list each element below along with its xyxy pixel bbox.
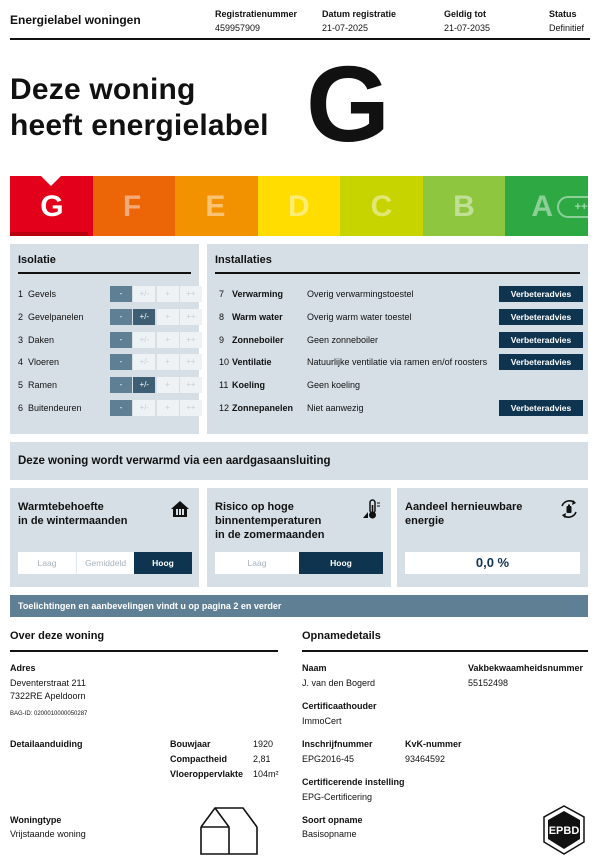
hernieuwbaar-title: Aandeel hernieuwbare energie bbox=[405, 501, 523, 527]
opnamedetails-heading: Opnamedetails bbox=[302, 628, 588, 652]
row-number: 4 bbox=[18, 357, 24, 368]
risico-card bbox=[207, 488, 391, 587]
verbeteradvies-button[interactable]: Verbeteradvies bbox=[499, 309, 583, 325]
rating-level: +/- bbox=[133, 332, 155, 348]
warmtebehoefte-scale bbox=[18, 552, 192, 574]
rating-level: ++ bbox=[180, 309, 202, 325]
installatie-row bbox=[219, 284, 583, 304]
installaties-panel bbox=[207, 244, 588, 434]
adres-city: 7322RE Apeldoorn bbox=[10, 691, 86, 701]
rating-level: ++ bbox=[180, 286, 202, 302]
isolatie-rating bbox=[110, 309, 202, 325]
hernieuwbaar-card bbox=[397, 488, 588, 587]
warmtebehoefte-title: Warmtebehoefte in de wintermaanden bbox=[18, 501, 128, 527]
document-title: Energielabel woningen bbox=[10, 13, 141, 27]
verbeteradvies-button[interactable]: Verbeteradvies bbox=[499, 354, 583, 370]
installatie-row bbox=[219, 352, 583, 372]
bag-id: BAG-ID: 0200010000050287 bbox=[10, 711, 88, 717]
hero-heading: Deze woning heeft energielabel bbox=[10, 73, 269, 142]
woningtype-value: Vrijstaande woning bbox=[10, 829, 86, 839]
valid-until: Geldig tot 21-07-2035 bbox=[444, 9, 491, 33]
bouwjaar-label: Bouwjaar bbox=[170, 739, 211, 749]
row-number: 2 bbox=[18, 311, 24, 322]
risico-title: Risico op hoge binnentemperaturen in de zomermaanden bbox=[215, 501, 325, 541]
verbeteradvies-button[interactable]: Verbeteradvies bbox=[499, 400, 583, 416]
isolatie-row bbox=[18, 352, 194, 372]
inschrijfnummer-label: Inschrijfnummer bbox=[302, 739, 373, 749]
rating-level: ++ bbox=[180, 377, 202, 393]
row-number: 11 bbox=[219, 380, 229, 391]
kvk-value: 93464592 bbox=[405, 754, 446, 764]
installatie-row bbox=[219, 398, 583, 418]
rating-level: - bbox=[110, 400, 132, 416]
isolatie-row bbox=[18, 398, 194, 418]
isolatie-item-name: Daken bbox=[28, 334, 55, 345]
scale-segment-c bbox=[340, 176, 423, 236]
rating-level: - bbox=[110, 354, 132, 370]
warmtebehoefte-card bbox=[10, 488, 199, 587]
scale-letter-f: F bbox=[122, 190, 142, 223]
inschrijfnummer-value: EPG2016-45 bbox=[302, 754, 355, 764]
scale-segment-a bbox=[505, 176, 600, 236]
scale-option-laag: Laag bbox=[37, 558, 57, 568]
scale-letter-g: G bbox=[40, 190, 64, 223]
row-number: 7 bbox=[219, 289, 225, 299]
registration-number: Registratienummer 459957909 bbox=[215, 9, 298, 33]
rating-level: ++ bbox=[180, 332, 202, 348]
installaties-heading: Installaties bbox=[215, 252, 580, 274]
compactheid-label: Compactheid bbox=[170, 754, 228, 764]
scale-letter-a: A bbox=[531, 190, 554, 223]
scale-letter-b: B bbox=[453, 190, 475, 223]
energy-label-letter: G bbox=[306, 43, 391, 164]
vakbekwaamheid-label: Vakbekwaamheidsnummer bbox=[468, 663, 584, 673]
isolatie-row bbox=[18, 330, 194, 350]
rating-level: + bbox=[157, 332, 179, 348]
isolatie-item-name: Gevelpanelen bbox=[28, 311, 84, 322]
scale-baseline bbox=[10, 232, 88, 236]
rating-level: + bbox=[157, 400, 179, 416]
house-heat-icon bbox=[169, 498, 191, 520]
rating-level: ++ bbox=[180, 400, 202, 416]
rating-level: - bbox=[110, 286, 132, 302]
vloeroppervlakte-label: Vloeroppervlakte bbox=[170, 769, 244, 779]
epbd-logo bbox=[540, 804, 588, 856]
isolatie-panel bbox=[10, 244, 199, 434]
toelichting-link-bar[interactable]: Toelichtingen en aanbevelingen vindt u op pagina 2 en verder bbox=[10, 595, 588, 617]
rating-level: ++ bbox=[180, 354, 202, 370]
rating-level: - bbox=[110, 332, 132, 348]
isolatie-item-name: Vloeren bbox=[28, 357, 60, 368]
isolatie-row bbox=[18, 375, 194, 395]
row-number: 10 bbox=[219, 357, 230, 368]
scale-segment-e bbox=[175, 176, 258, 236]
kvk-label: KvK-nummer bbox=[405, 739, 462, 749]
active-label-marker bbox=[41, 176, 61, 186]
scale-option-hoog: Hoog bbox=[134, 552, 192, 574]
risico-scale bbox=[215, 552, 383, 574]
row-number: 9 bbox=[219, 334, 225, 345]
certificerende-instelling-label: Certificerende instelling bbox=[302, 777, 405, 787]
energy-label-scale bbox=[10, 176, 600, 236]
installatie-item-value: Geen zonneboiler bbox=[307, 334, 379, 345]
certificaathouder-value: ImmoCert bbox=[302, 716, 342, 726]
verbeteradvies-button[interactable]: Verbeteradvies bbox=[499, 332, 583, 348]
installatie-row bbox=[219, 330, 583, 350]
certificerende-instelling-value: EPG-Certificering bbox=[302, 792, 373, 802]
scale-option-laag: Laag bbox=[247, 558, 267, 568]
detached-house-icon bbox=[198, 804, 260, 858]
document-header bbox=[10, 6, 590, 40]
hernieuwbaar-value: 0,0 % bbox=[405, 552, 580, 574]
scale-letter-c: C bbox=[370, 190, 393, 223]
adres-label: Adres bbox=[10, 663, 36, 673]
scale-option-hoog: Hoog bbox=[299, 552, 383, 574]
scale-segment-d bbox=[258, 176, 341, 236]
isolatie-rating bbox=[110, 400, 202, 416]
status: Status Definitief bbox=[549, 9, 585, 33]
installatie-item-value: Natuurlijke ventilatie via ramen en/of roosters bbox=[307, 357, 488, 368]
scale-segment-f bbox=[93, 176, 176, 236]
row-number: 1 bbox=[18, 289, 24, 299]
rating-level: - bbox=[110, 309, 132, 325]
vakbekwaamheid-value: 55152498 bbox=[468, 678, 509, 688]
scale-letter-e: E bbox=[205, 190, 226, 223]
renewable-energy-icon bbox=[558, 498, 580, 520]
rating-level: +/- bbox=[133, 377, 155, 393]
installatie-item-name: Zonnepanelen bbox=[232, 403, 294, 413]
isolatie-rating bbox=[110, 377, 202, 393]
installatie-row bbox=[219, 375, 583, 395]
isolatie-rating bbox=[110, 332, 202, 348]
gas-connection-note: Deze woning wordt verwarmd via een aardgasaansluiting bbox=[10, 442, 588, 480]
rating-level: +/- bbox=[133, 400, 155, 416]
rating-level: + bbox=[157, 354, 179, 370]
installatie-item-value: Overig warm water toestel bbox=[307, 311, 412, 322]
rating-level: +/- bbox=[133, 286, 155, 302]
registration-date: Datum registratie 21-07-2025 bbox=[322, 9, 397, 33]
rating-level: +/- bbox=[133, 309, 155, 325]
installatie-item-name: Verwarming bbox=[232, 289, 284, 299]
isolatie-heading: Isolatie bbox=[18, 252, 191, 274]
epbd-logo-text: EPBD bbox=[548, 825, 580, 837]
scale-segment-b bbox=[423, 176, 506, 236]
isolatie-row bbox=[18, 284, 194, 304]
installatie-item-value: Overig verwarmingstoestel bbox=[307, 289, 414, 299]
isolatie-item-name: Gevels bbox=[28, 289, 57, 299]
vloeroppervlakte-value: 104m² bbox=[253, 769, 279, 779]
row-number: 6 bbox=[18, 403, 24, 413]
installatie-item-name: Warm water bbox=[232, 311, 283, 322]
rating-level: +/- bbox=[133, 354, 155, 370]
isolatie-rating bbox=[110, 354, 202, 370]
installatie-item-value: Geen koeling bbox=[307, 380, 361, 391]
isolatie-item-name: Ramen bbox=[28, 380, 58, 391]
rating-level: - bbox=[110, 377, 132, 393]
a-plus-pill: ++++ bbox=[557, 196, 600, 218]
installatie-item-name: Ventilatie bbox=[232, 357, 272, 368]
row-number: 5 bbox=[18, 380, 24, 391]
rating-level: + bbox=[157, 377, 179, 393]
bouwjaar-value: 1920 bbox=[253, 739, 274, 749]
naam-value: J. van den Bogerd bbox=[302, 678, 376, 688]
soort-opname-value: Basisopname bbox=[302, 829, 357, 839]
woningtype-label: Woningtype bbox=[10, 815, 62, 825]
scale-option-gemiddeld: Gemiddeld bbox=[76, 552, 134, 574]
thermometer-icon bbox=[361, 498, 383, 520]
certificaathouder-label: Certificaathouder bbox=[302, 701, 377, 711]
rating-level: + bbox=[157, 309, 179, 325]
detailaanduiding-label: Detailaanduiding bbox=[10, 739, 83, 749]
naam-label: Naam bbox=[302, 663, 327, 673]
rating-level: + bbox=[157, 286, 179, 302]
isolatie-row bbox=[18, 307, 194, 327]
isolatie-item-name: Buitendeuren bbox=[28, 403, 82, 413]
scale-segment-g bbox=[10, 176, 93, 236]
adres-street: Deventerstraat 211 bbox=[10, 678, 86, 688]
over-woning-heading: Over deze woning bbox=[10, 628, 278, 652]
row-number: 8 bbox=[219, 311, 225, 322]
compactheid-value: 2,81 bbox=[253, 754, 271, 764]
installatie-item-name: Zonneboiler bbox=[232, 334, 284, 345]
installatie-row bbox=[219, 307, 583, 327]
row-number: 12 bbox=[219, 403, 230, 413]
isolatie-rating bbox=[110, 286, 202, 302]
installatie-item-value: Niet aanwezig bbox=[307, 403, 364, 413]
soort-opname-label: Soort opname bbox=[302, 815, 363, 825]
scale-letter-d: D bbox=[287, 190, 310, 223]
row-number: 3 bbox=[18, 334, 24, 345]
verbeteradvies-button[interactable]: Verbeteradvies bbox=[499, 286, 583, 302]
installatie-item-name: Koeling bbox=[232, 380, 265, 391]
